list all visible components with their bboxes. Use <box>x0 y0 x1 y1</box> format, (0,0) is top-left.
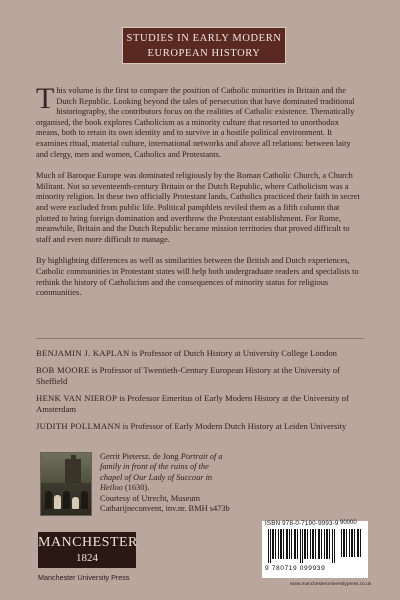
caption-year: (1630). <box>122 483 150 493</box>
addon-barcode-icon <box>341 529 363 557</box>
drop-cap: T <box>36 82 55 115</box>
logo-year: 1824 <box>76 552 98 564</box>
painting-figure <box>72 497 79 509</box>
barcode-icon <box>268 529 336 563</box>
blurb <box>36 82 364 310</box>
publisher-name: Manchester University Press <box>38 573 130 582</box>
cover-painting-image <box>40 452 92 516</box>
bio-name: BOB MOORE <box>36 365 90 375</box>
blurb-paragraph-1-text: his volume is the first to compare the position of Catholic minorities in Britain and the Dutch Republic. Looking beyond the tales of persecution that have dominated traditional historiography, the contributors focus on the realities of Catholic existence. Thematically organised, the book explores Catholicism as a minority culture that resorted to unorthodox means, both to retain its own identity and to survive in a hostile political environment. It examines ritual, material culture, international networks and above all relations: between laity and clergy, men and women, Catholics and Protestants. <box>36 86 355 159</box>
bio-item <box>36 348 364 359</box>
series-title-line1: STUDIES IN EARLY MODERN <box>126 33 282 44</box>
painting-figure <box>45 491 52 509</box>
bio-name: JUDITH POLLMANN <box>36 421 121 431</box>
caption-artist: Gerrit Pietersz. de Jong <box>100 452 181 461</box>
barcode-number: 9 780719 099939 <box>265 565 326 572</box>
bio-item <box>36 393 364 415</box>
blurb-paragraph-2: Much of Baroque Europe was dominated religiously by the Roman Catholic Church, a Church Militant. Not so seventeenth-century Britain or the Dutch Republic, where Catholicism was a minority religion. In these two officially Protestant lands, Catholics practiced their faith in secret and were excluded from public life. Political pamphlets reviled them as a fifth column that plotted to bring foreign domination and overthrow the Protestant establishment. For Rome, meanwhile, Britain and the Dutch Republic became mission territories that proved difficult to staff and even more difficult to manage. <box>36 171 360 244</box>
series-title-line2: EUROPEAN HISTORY <box>147 48 261 59</box>
blurb-paragraph-1 <box>36 82 364 160</box>
blurb-paragraph-3: By highlighting differences as well as similarities between the British and Dutch experiences, Catholic communities in Protestant states will help both undergraduate readers and specialists to rethink the history of Catholicism and the consequences of minority status for religious communities. <box>36 256 359 298</box>
bio-text: is Professor Emeritus of Early Modern History at the University of Amsterdam <box>36 393 349 414</box>
bio-item <box>36 421 364 432</box>
isbn-label: ISBN 978-0-7190-9993-9 <box>265 520 339 527</box>
logo-wordmark: MANCHESTER <box>38 535 138 550</box>
price-code: 90000 <box>340 520 357 526</box>
caption-title: Portrait of a family in front of the ruins of the chapel of Our Lady of Succour in Heiloo <box>100 452 223 493</box>
publisher-logo <box>38 532 136 568</box>
bio-name: BENJAMIN J. KAPLAN <box>36 348 130 358</box>
painting-figure <box>81 491 88 509</box>
painting-ruin-tower <box>71 455 76 465</box>
series-banner <box>122 27 286 64</box>
divider <box>36 338 364 339</box>
bio-item <box>36 365 364 387</box>
painting-figure <box>63 491 70 509</box>
image-caption <box>100 452 230 514</box>
caption-courtesy: Courtesy of Utrecht, Museum Catharijneconvent, inv.nr. BMH s473b <box>100 493 230 514</box>
publisher-url: www.manchesteruniversitypress.co.uk <box>290 582 372 587</box>
bio-name: HENK VAN NIEROP <box>36 393 118 403</box>
contributor-bios <box>36 348 364 438</box>
bio-text: is Professor of Twentieth-Century European History at the University of Sheffield <box>36 365 340 386</box>
bio-text: is Professor of Early Modern Dutch History at Leiden University <box>120 421 347 431</box>
bio-text: is Professor of Dutch History at University College London <box>129 348 337 358</box>
painting-figure <box>54 495 61 509</box>
